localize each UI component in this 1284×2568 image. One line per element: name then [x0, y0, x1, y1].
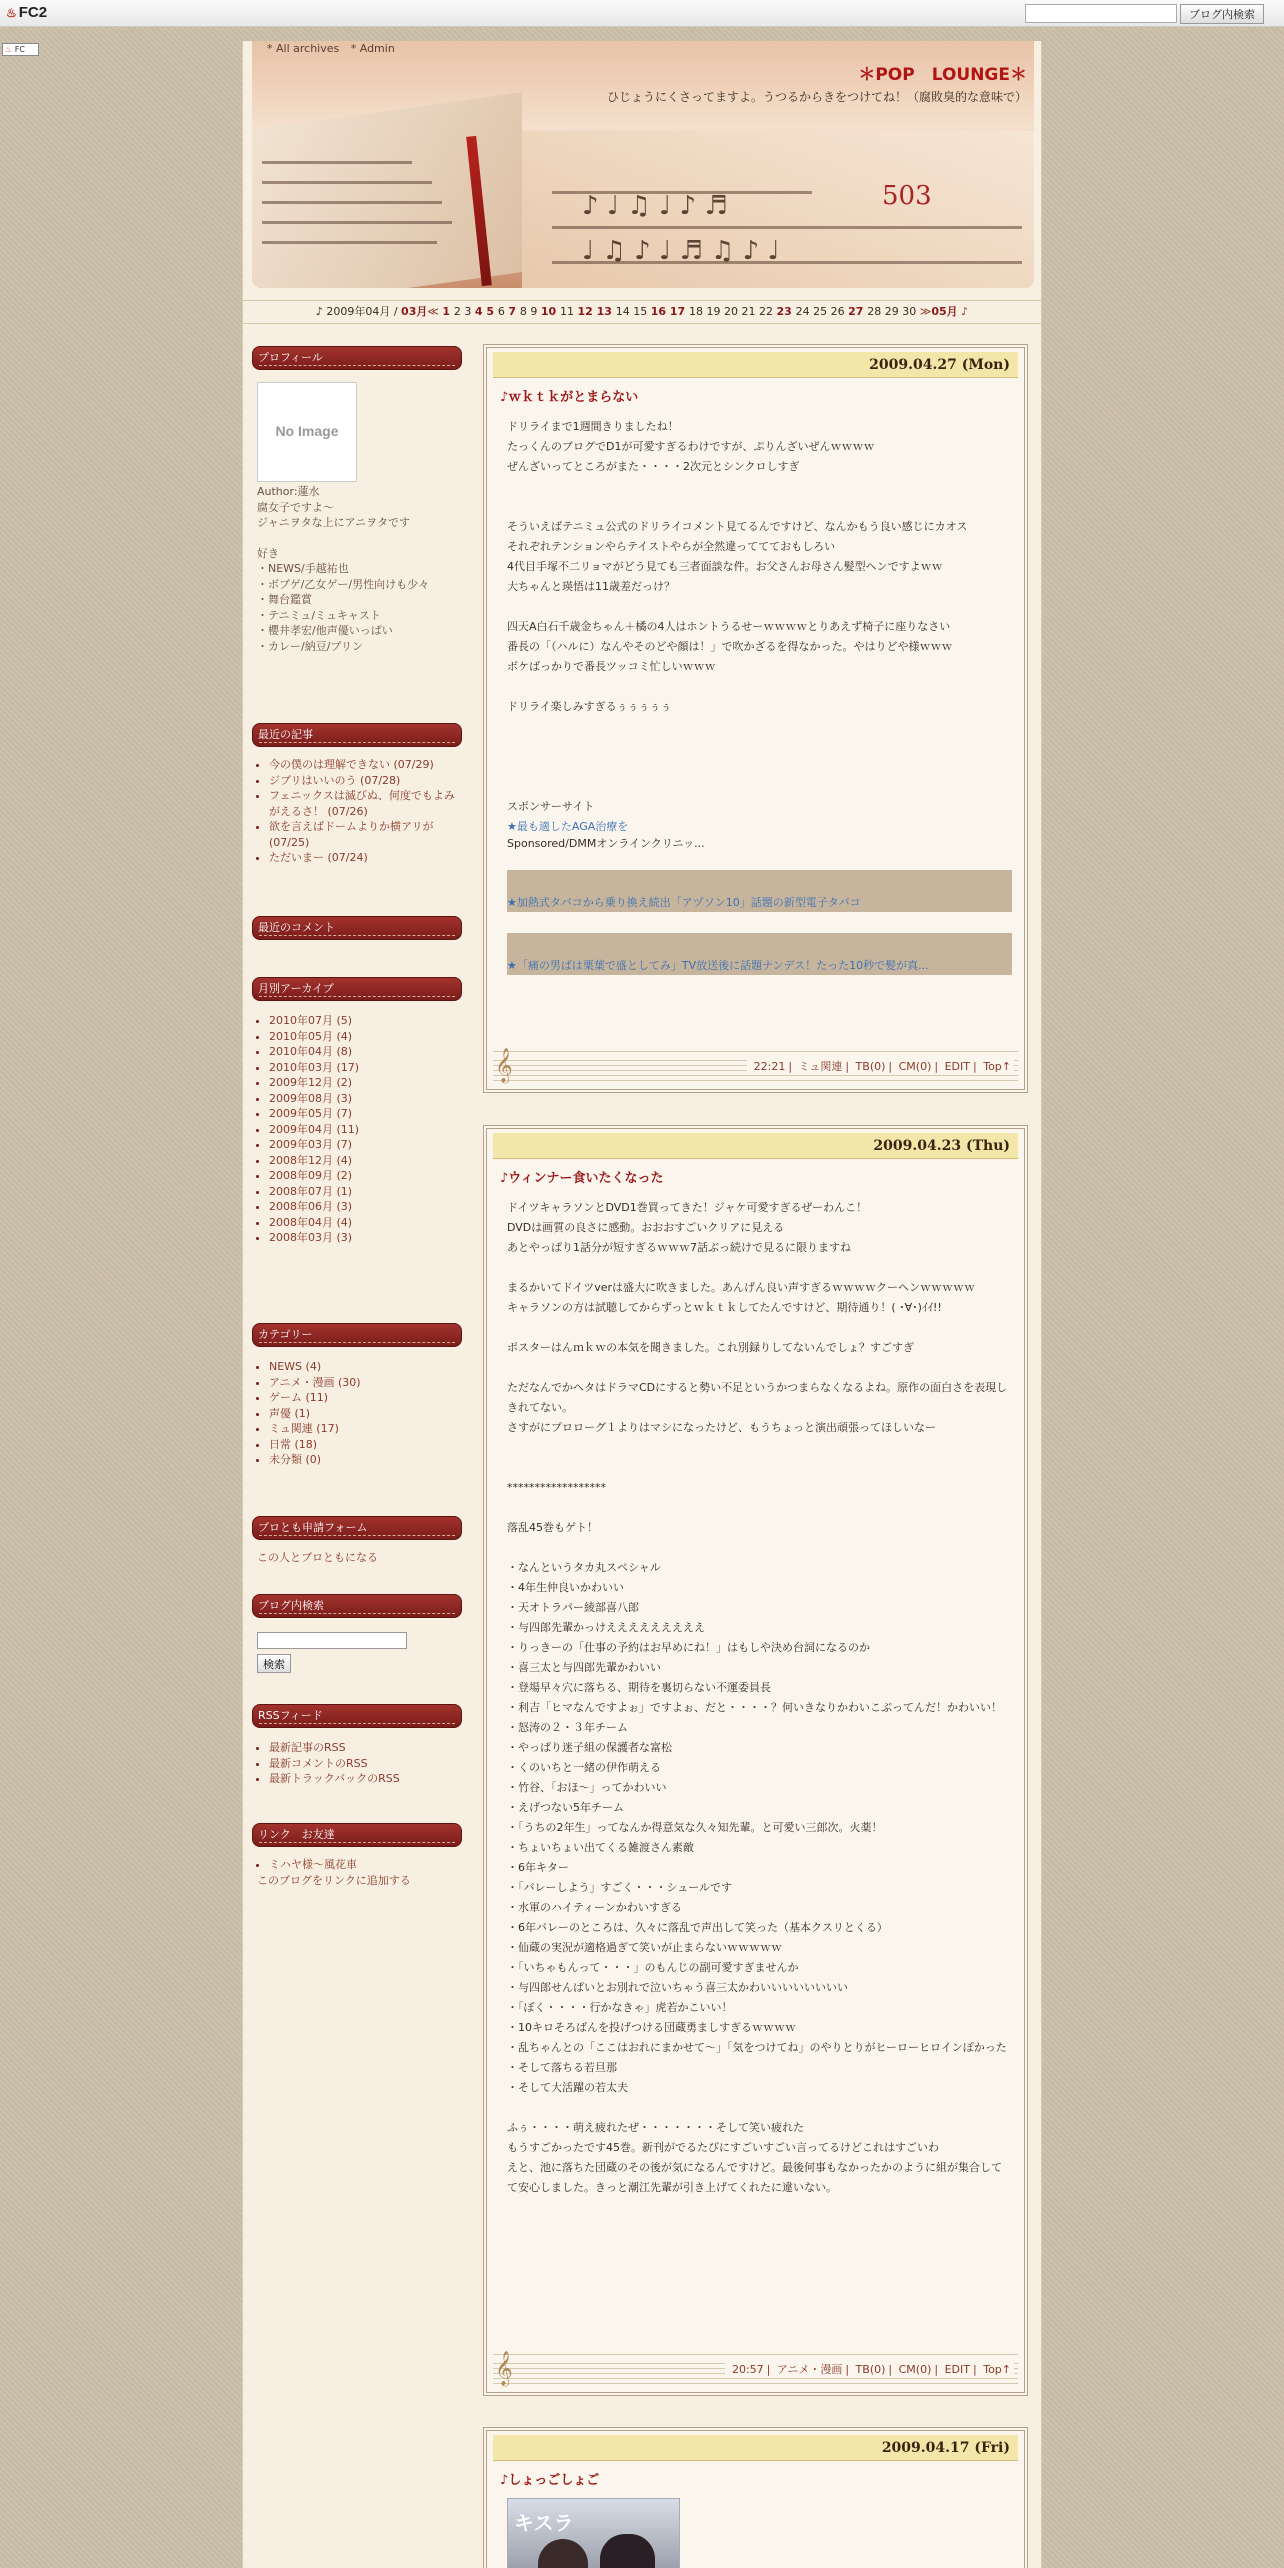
profile-like: ・カレー/納豆/プリン	[257, 639, 363, 653]
edit-link[interactable]: EDIT	[944, 1060, 970, 1073]
profile-likes-heading: 好き	[257, 546, 279, 560]
monthly-archive-link[interactable]: 2009年03月 (7)	[269, 1138, 353, 1151]
category-item[interactable]	[269, 1359, 458, 1375]
links-heading: リンク お友達	[252, 1823, 462, 1847]
calendar-day: 22	[759, 305, 777, 318]
calendar-day: 28	[867, 305, 885, 318]
blog-search-box	[252, 1594, 462, 1673]
treble-clef-icon: 𝄞	[495, 1048, 513, 1083]
blog-entry	[483, 1125, 1028, 2396]
entry-footer: 𝄞 20:57 | アニメ・漫画 | TB(0) | CM(0) | EDIT | Top↑	[493, 2354, 1018, 2386]
category-item[interactable]	[269, 1406, 458, 1422]
blog-entry	[483, 344, 1028, 1093]
entry-category-link[interactable]: ミュ関連	[798, 1060, 843, 1073]
treble-clef-icon: 𝄞	[495, 2351, 513, 2386]
recent-posts-heading: 最近の記事	[252, 723, 462, 747]
admin-link[interactable]: * Admin	[350, 42, 395, 55]
monthly-archive-item[interactable]	[269, 1199, 458, 1215]
monthly-archive-box	[252, 977, 462, 1246]
entry-date: 2009.04.27 (Mon)	[493, 352, 1018, 378]
header-text-line	[262, 241, 437, 244]
monthly-archive-heading: 月別アーカイブ	[252, 977, 462, 1001]
calendar-day[interactable]: 1	[442, 305, 454, 318]
category-list	[257, 1359, 458, 1468]
calendar-day: 18	[689, 305, 707, 318]
entry-date: 2009.04.17 (Fri)	[493, 2435, 1018, 2461]
trackback-link[interactable]: TB(0)	[855, 2363, 886, 2376]
profile-like: ・テニミュ/ミュキャスト	[257, 608, 381, 622]
calendar-suffix: ♪	[961, 305, 969, 318]
calendar-day: 9	[530, 305, 541, 318]
links-box	[252, 1823, 462, 1888]
calendar-day[interactable]: 17	[669, 305, 690, 318]
category-item[interactable]	[269, 1375, 458, 1391]
profile-line: 腐女子ですよ～	[257, 500, 334, 514]
monthly-archive-link[interactable]: 2009年05月 (7)	[269, 1107, 353, 1120]
calendar-prefix: ♪ 2009年04月 /	[315, 305, 398, 318]
trackback-link[interactable]: TB(0)	[855, 1060, 886, 1073]
monthly-archive-link[interactable]: 2010年04月 (8)	[269, 1045, 353, 1058]
recent-post-item[interactable]	[269, 819, 458, 850]
blog-entry	[483, 2427, 1028, 2568]
calendar-day: 20	[724, 305, 742, 318]
calendar-day: 6	[497, 305, 509, 318]
monthly-archive-item[interactable]	[269, 1029, 458, 1045]
calendar-day: 26	[830, 305, 849, 318]
calendar-day[interactable]: 10	[540, 305, 560, 318]
calendar-day[interactable]: 4	[474, 305, 487, 318]
monthly-archive-link[interactable]: 2010年03月 (17)	[269, 1060, 360, 1074]
monthly-archive-link[interactable]: 2009年12月 (2)	[269, 1076, 353, 1089]
calendar-prev-sep: ≪	[427, 305, 439, 318]
fc2-toolbar	[0, 0, 1284, 27]
monthly-archive-link[interactable]: 2010年07月 (5)	[269, 1014, 353, 1027]
header-music-notes-icon: ♪ ♩ ♫ ♩ ♪ ♬	[582, 191, 728, 221]
all-archives-link[interactable]: * All archives	[267, 42, 340, 55]
edit-link[interactable]: EDIT	[944, 2363, 970, 2376]
recent-post-item[interactable]	[269, 788, 458, 819]
profile-avatar: No Image	[257, 382, 357, 482]
profile-like: ・NEWS/手越祐也	[257, 562, 349, 575]
entry-image-text: キスラ	[514, 2511, 574, 2535]
calendar-day[interactable]: 13	[596, 305, 616, 318]
blog-title[interactable]: ＊POP LOUNGE＊	[858, 65, 1027, 85]
profile-heading: プロフィール	[252, 346, 462, 370]
calendar-day[interactable]: 16	[650, 305, 670, 318]
category-item[interactable]	[269, 1452, 458, 1468]
category-box	[252, 1323, 462, 1468]
rss-item[interactable]	[269, 1740, 458, 1756]
entry-footer: 𝄞 22:21 | ミュ関連 | TB(0) | CM(0) | EDIT | Top↑	[493, 1051, 1018, 1083]
recent-post-item[interactable]	[269, 850, 458, 866]
monthly-archive-item[interactable]	[269, 1230, 458, 1246]
profile-line: ジャニヲタな上にアニヲタです	[257, 516, 411, 529]
recent-posts-box	[252, 723, 462, 866]
entry-body: ドリライまで1週間きりましたね！ たっくんのブログでD1が可愛すぎるわけですが、ぷりんざいぜんｗｗｗｗ ぜんざいってところがまた・・・・2次元とシンクロしすぎ そういえばテニミュ公式のドリライコメント見てるんですけど、なんかもう良い感じにカオス それぞれテンションやらテイストやらが全然違っててておもしろい 4代目手塚不二リョマがどう見ても三者面談な件。お父さんお母さん髪型ヘンですよｗｗ 大ちゃんと瑛悟は11歳差だっけ？ 四天A白石千歳金ちゃん＋橘の4人はホントうるせーｗｗｗｗとりあえず椅子に座りなさい 番長の「（ハルに）なんやそのどや顔は！」で吹かざるを得なかった。やはりどや様ｗｗｗ ボケばっかりで番長ツッコミ忙しいｗｗｗ ドリライ楽しみすぎるぅぅぅぅぅ スポンサーサイト	[507, 420, 968, 813]
ad-block	[507, 870, 1012, 912]
recent-post-link[interactable]: 欲を言えばドームよりか横アリが (07/25)	[269, 820, 434, 849]
calendar-day: 19	[706, 305, 725, 318]
entry-time: 20:57	[731, 2363, 764, 2376]
monthly-archive-link[interactable]: 2009年04月 (11)	[269, 1122, 360, 1136]
rss-link[interactable]: 最新コメントのRSS	[269, 1756, 368, 1770]
sponsor-sub: Sponsored/DMMオンラインクリニッ...	[507, 837, 705, 850]
recent-post-item[interactable]	[269, 773, 458, 789]
calendar-day[interactable]: 5	[486, 305, 498, 318]
monthly-archive-link[interactable]: 2009年08月 (3)	[269, 1091, 353, 1105]
header-text-line	[262, 181, 432, 184]
entry-category-link[interactable]: アニメ・漫画	[776, 2363, 843, 2376]
entry-image-person	[538, 2539, 588, 2568]
blog-search-button[interactable]: 検索	[257, 1654, 291, 1673]
fc-badge-icon: ♨	[5, 45, 13, 54]
recent-post-item[interactable]	[269, 757, 458, 773]
recent-comments-heading: 最近のコメント	[252, 916, 462, 940]
rss-item[interactable]	[269, 1771, 458, 1787]
entry-image[interactable]	[507, 2498, 680, 2568]
entry-image-person	[600, 2534, 655, 2568]
recent-comments-box	[252, 916, 462, 940]
monthly-archive-link[interactable]: 2010年05月 (4)	[269, 1029, 353, 1043]
calendar-day: 24	[795, 305, 814, 318]
fc2-search-input[interactable]	[1025, 4, 1177, 23]
blog-search-heading: ブログ内検索	[252, 1594, 462, 1618]
calendar-day[interactable]: 27	[848, 305, 868, 318]
calendar-bar	[243, 300, 1041, 324]
friend-link-item[interactable]	[269, 1857, 458, 1873]
rss-box	[252, 1704, 462, 1787]
calendar-day: 8	[519, 305, 531, 318]
calendar-day[interactable]: 7	[508, 305, 520, 318]
profile-like: ・舞台鑑賞	[257, 593, 312, 606]
monthly-archive-item[interactable]	[269, 1013, 458, 1029]
category-link[interactable]: ミュ関連 (17)	[269, 1422, 339, 1435]
fc2-logo-icon: ♨	[6, 6, 17, 20]
calendar-day: 29	[884, 305, 903, 318]
monthly-archive-item[interactable]	[269, 1137, 458, 1153]
header-text-line	[262, 201, 442, 204]
profile-like: ・ボブゲ/乙女ゲー/男性向けも少々	[257, 577, 430, 591]
calendar-next-sep: ≫	[919, 305, 932, 318]
monthly-archive-item[interactable]	[269, 1106, 458, 1122]
entry-time: 22:21	[753, 1060, 786, 1073]
category-link[interactable]: NEWS (4)	[269, 1360, 322, 1373]
ad-block	[507, 933, 1012, 975]
monthly-archive-link[interactable]: 2008年06月 (3)	[269, 1200, 353, 1213]
top-link[interactable]: Top↑	[983, 1060, 1011, 1073]
category-link[interactable]: アニメ・漫画 (30)	[269, 1375, 361, 1389]
monthly-archive-item[interactable]	[269, 1122, 458, 1138]
recent-post-link[interactable]: フェニックスは滅びぬ、何度でもよみがえるさ！ (07/26)	[269, 789, 455, 818]
ad-link[interactable]: ★加熱式タバコから乗り換え続出「アヅソン10」話題の新型電子タバコ	[507, 896, 861, 909]
monthly-archive-link[interactable]: 2008年04月 (4)	[269, 1215, 353, 1229]
blog-search-input[interactable]	[257, 1632, 407, 1649]
calendar-day: 30	[902, 305, 920, 318]
calendar-prev-month[interactable]: 03月	[401, 305, 428, 318]
entry-title[interactable]: ♪ｗｋｔｋがとまらない	[500, 390, 639, 405]
monthly-archive-item[interactable]	[269, 1184, 458, 1200]
category-item[interactable]	[269, 1421, 458, 1437]
profile-box	[252, 346, 462, 654]
entry-title[interactable]: ♪ウィンナー食いたくなった	[500, 1171, 664, 1186]
profile-like: ・櫻井孝宏/他声優いっぱい	[257, 624, 393, 637]
blog-container	[242, 41, 1042, 2568]
top-link[interactable]: Top↑	[983, 2363, 1011, 2376]
comment-link[interactable]: CM(0)	[898, 1060, 932, 1073]
calendar-next-month[interactable]: 05月	[931, 305, 958, 318]
monthly-archive-item[interactable]	[269, 1153, 458, 1169]
monthly-archive-item[interactable]	[269, 1060, 458, 1076]
monthly-archive-link[interactable]: 2008年12月 (4)	[269, 1153, 353, 1167]
category-link[interactable]: 未分類 (0)	[269, 1453, 322, 1466]
header-text-line	[262, 161, 412, 164]
header-text-line	[262, 221, 452, 224]
category-link[interactable]: 声優 (1)	[269, 1406, 311, 1420]
blog-description: ひじょうにくさってますよ。うつるからきをつけてね！（腐敗臭的な意味で）	[606, 90, 1027, 104]
calendar-day: 25	[813, 305, 831, 318]
monthly-archive-item[interactable]	[269, 1044, 458, 1060]
category-item[interactable]	[269, 1390, 458, 1406]
monthly-archive-item[interactable]	[269, 1215, 458, 1231]
category-item[interactable]	[269, 1437, 458, 1453]
rss-link[interactable]: 最新トラックバックのRSS	[269, 1772, 400, 1785]
category-link[interactable]: ゲーム (11)	[269, 1391, 329, 1404]
friend-request-link[interactable]: この人とブロともになる	[257, 1551, 378, 1564]
calendar-day[interactable]: 23	[776, 305, 796, 318]
rss-item[interactable]	[269, 1756, 458, 1772]
monthly-archive-list	[257, 1013, 458, 1246]
category-heading: カテゴリー	[252, 1323, 462, 1347]
rss-heading: RSSフィード	[252, 1704, 462, 1728]
monthly-archive-item[interactable]	[269, 1091, 458, 1107]
calendar-day: 15	[633, 305, 651, 318]
monthly-archive-item[interactable]	[269, 1075, 458, 1091]
calendar-days	[442, 305, 919, 318]
header-staff-line	[552, 226, 1022, 229]
profile-line: Author:蓮水	[257, 485, 320, 498]
profile-text	[257, 484, 458, 654]
calendar-day: 11	[559, 305, 578, 318]
header-music-notes-icon: ♩ ♫ ♪ ♩ ♬ ♫ ♪ ♩	[582, 236, 780, 266]
header-links	[267, 42, 403, 55]
friend-form-heading: ブロとも申請フォーム	[252, 1516, 462, 1540]
calendar-day: 3	[464, 305, 475, 318]
recent-post-link[interactable]: ただいまー (07/24)	[269, 851, 368, 864]
fc-badge[interactable]: ♨ FC	[2, 43, 39, 56]
header-page-number: 503	[882, 181, 932, 211]
entry-title[interactable]: ♪しょっごしょご	[500, 2473, 600, 2488]
calendar-day[interactable]: 12	[577, 305, 597, 318]
category-link[interactable]: 日常 (18)	[269, 1437, 318, 1451]
monthly-archive-link[interactable]: 2008年03月 (3)	[269, 1231, 353, 1244]
entry-body: ドイツキャラソンとDVD1巻買ってきた！ジャケ可愛すぎるぜーわんこ！ DVDは画質の良さに感動。おおおすごいクリアに見える あとやっぱり1話分が短すぎるｗｗｗ7話ぶっ続けで見るに限りますね まるかいてドイツverは盛大に吹きました。あんげん良い声すぎるｗｗｗｗクーヘンｗｗｗｗｗ キャラソンの方は試聴してからずっとｗｋｔｋしてたんですけど、期待通り！( ･∀･)ｲｲ!! ポスターはんｍｋｗの本気を聞きました。これ別録りしてないんでしょ？すごすぎ ただなんでかヘタはドラマCDにすると勢い不足というかつまらなくなるよね。原作の面白さを表現しきれてない。 さすがにプロローグ１よりはマシになったけど、もうちょっと演出頑張ってほしいなー ****************** 落乱45巻もゲト！ ・なんというタカ丸スペシャル ・4年生仲良いかわいい ・天オトラパー綾部喜八郎 ・与四郎先輩かっけえええええええええ ・りっきーの「仕事の予約はお早めにね！」はもしや決め台詞になるのか ・喜三太と与四郎先輩かわいい ・登場早々穴に落ちる、期待を裏切らない不運委員長 ・利吉「ヒマなんですよぉ」ですよぉ、だと・・・・？何いきなりかわいこぶってんだ！かわいい！ ・怒涛の２・３年チーム ・やっぱり迷子組の保護者な富松 ・くのいちと一緒の伊作萌える ・竹谷、「おほ～」ってかわいい ・えげつない5年チーム ・「うちの2年生」ってなんか得意気な久々知先輩。と可愛い三郎次。火薬！ ・ちょいちょい出てくる雑渡さん素敵 ・6年キター ・「バレーしよう」すごく・・・シュールです ・水軍のハイティーンかわいすぎる ・6年バレーのところは、久々に落乱で声出して笑った（基本クスリとくる） ・仙蔵の実況が適格過ぎて笑いが止まらないｗｗｗｗｗ ・「いちゃもんって・・・」のもんじの副可愛すぎませんか ・与四郎せんぱいとお別れで泣いちゃう喜三太かわいいいいいいいい ・「ぼく・・・・行かなきゃ」虎若かこいい！ ・10キロそろばんを投げつける団蔵勇ましすぎるｗｗｗｗ ・乱ちゃんとの「ここはおれにまかせて～」「気をつけてね」のやりとりがヒーローヒロインぽかった ・そして落ちる若旦那 ・そして大活躍の若太夫 ふぅ・・・・萌え疲れたぜ・・・・・・・そして笑い疲れた もうすごかったです45巻。新刊がでるたびにすごいすごい言ってるけどこれはすごいわ えと、池に落ちた団蔵のその後が気になるんですけど。最後何事もなかったかのように組が集合してて安心しました。きっと潮江先輩が引き上げてくれたに違いない。	[507, 1201, 1008, 2194]
recent-post-link[interactable]: 今の僕のは理解できない (07/29)	[269, 758, 434, 771]
recent-post-link[interactable]: ジブリはいいのう (07/28)	[269, 773, 401, 787]
fc2-search-button[interactable]: ブログ内検索	[1180, 4, 1264, 24]
calendar-day: 21	[741, 305, 760, 318]
monthly-archive-link[interactable]: 2008年07月 (1)	[269, 1184, 353, 1198]
comment-link[interactable]: CM(0)	[898, 2363, 932, 2376]
friend-link[interactable]: ミハヤ様～風花車	[269, 1858, 357, 1871]
rss-link[interactable]: 最新記事のRSS	[269, 1741, 346, 1754]
friend-form-box	[252, 1516, 462, 1566]
calendar-day: 2	[453, 305, 465, 318]
sponsor-link[interactable]: ★最も適したAGA治療を	[507, 820, 629, 833]
monthly-archive-link[interactable]: 2008年09月 (2)	[269, 1169, 353, 1182]
add-link-link[interactable]: このブログをリンクに追加する	[257, 1873, 411, 1887]
monthly-archive-item[interactable]	[269, 1168, 458, 1184]
calendar-day: 14	[615, 305, 634, 318]
ad-link[interactable]: ★「痛の男ばは栗葉で盛としてみ」TV放送後に話題ナンデス！たった10秒で髪が真...	[507, 959, 929, 972]
entry-date: 2009.04.23 (Thu)	[493, 1133, 1018, 1159]
fc2-logo[interactable]: ♨ FC2	[6, 4, 48, 21]
